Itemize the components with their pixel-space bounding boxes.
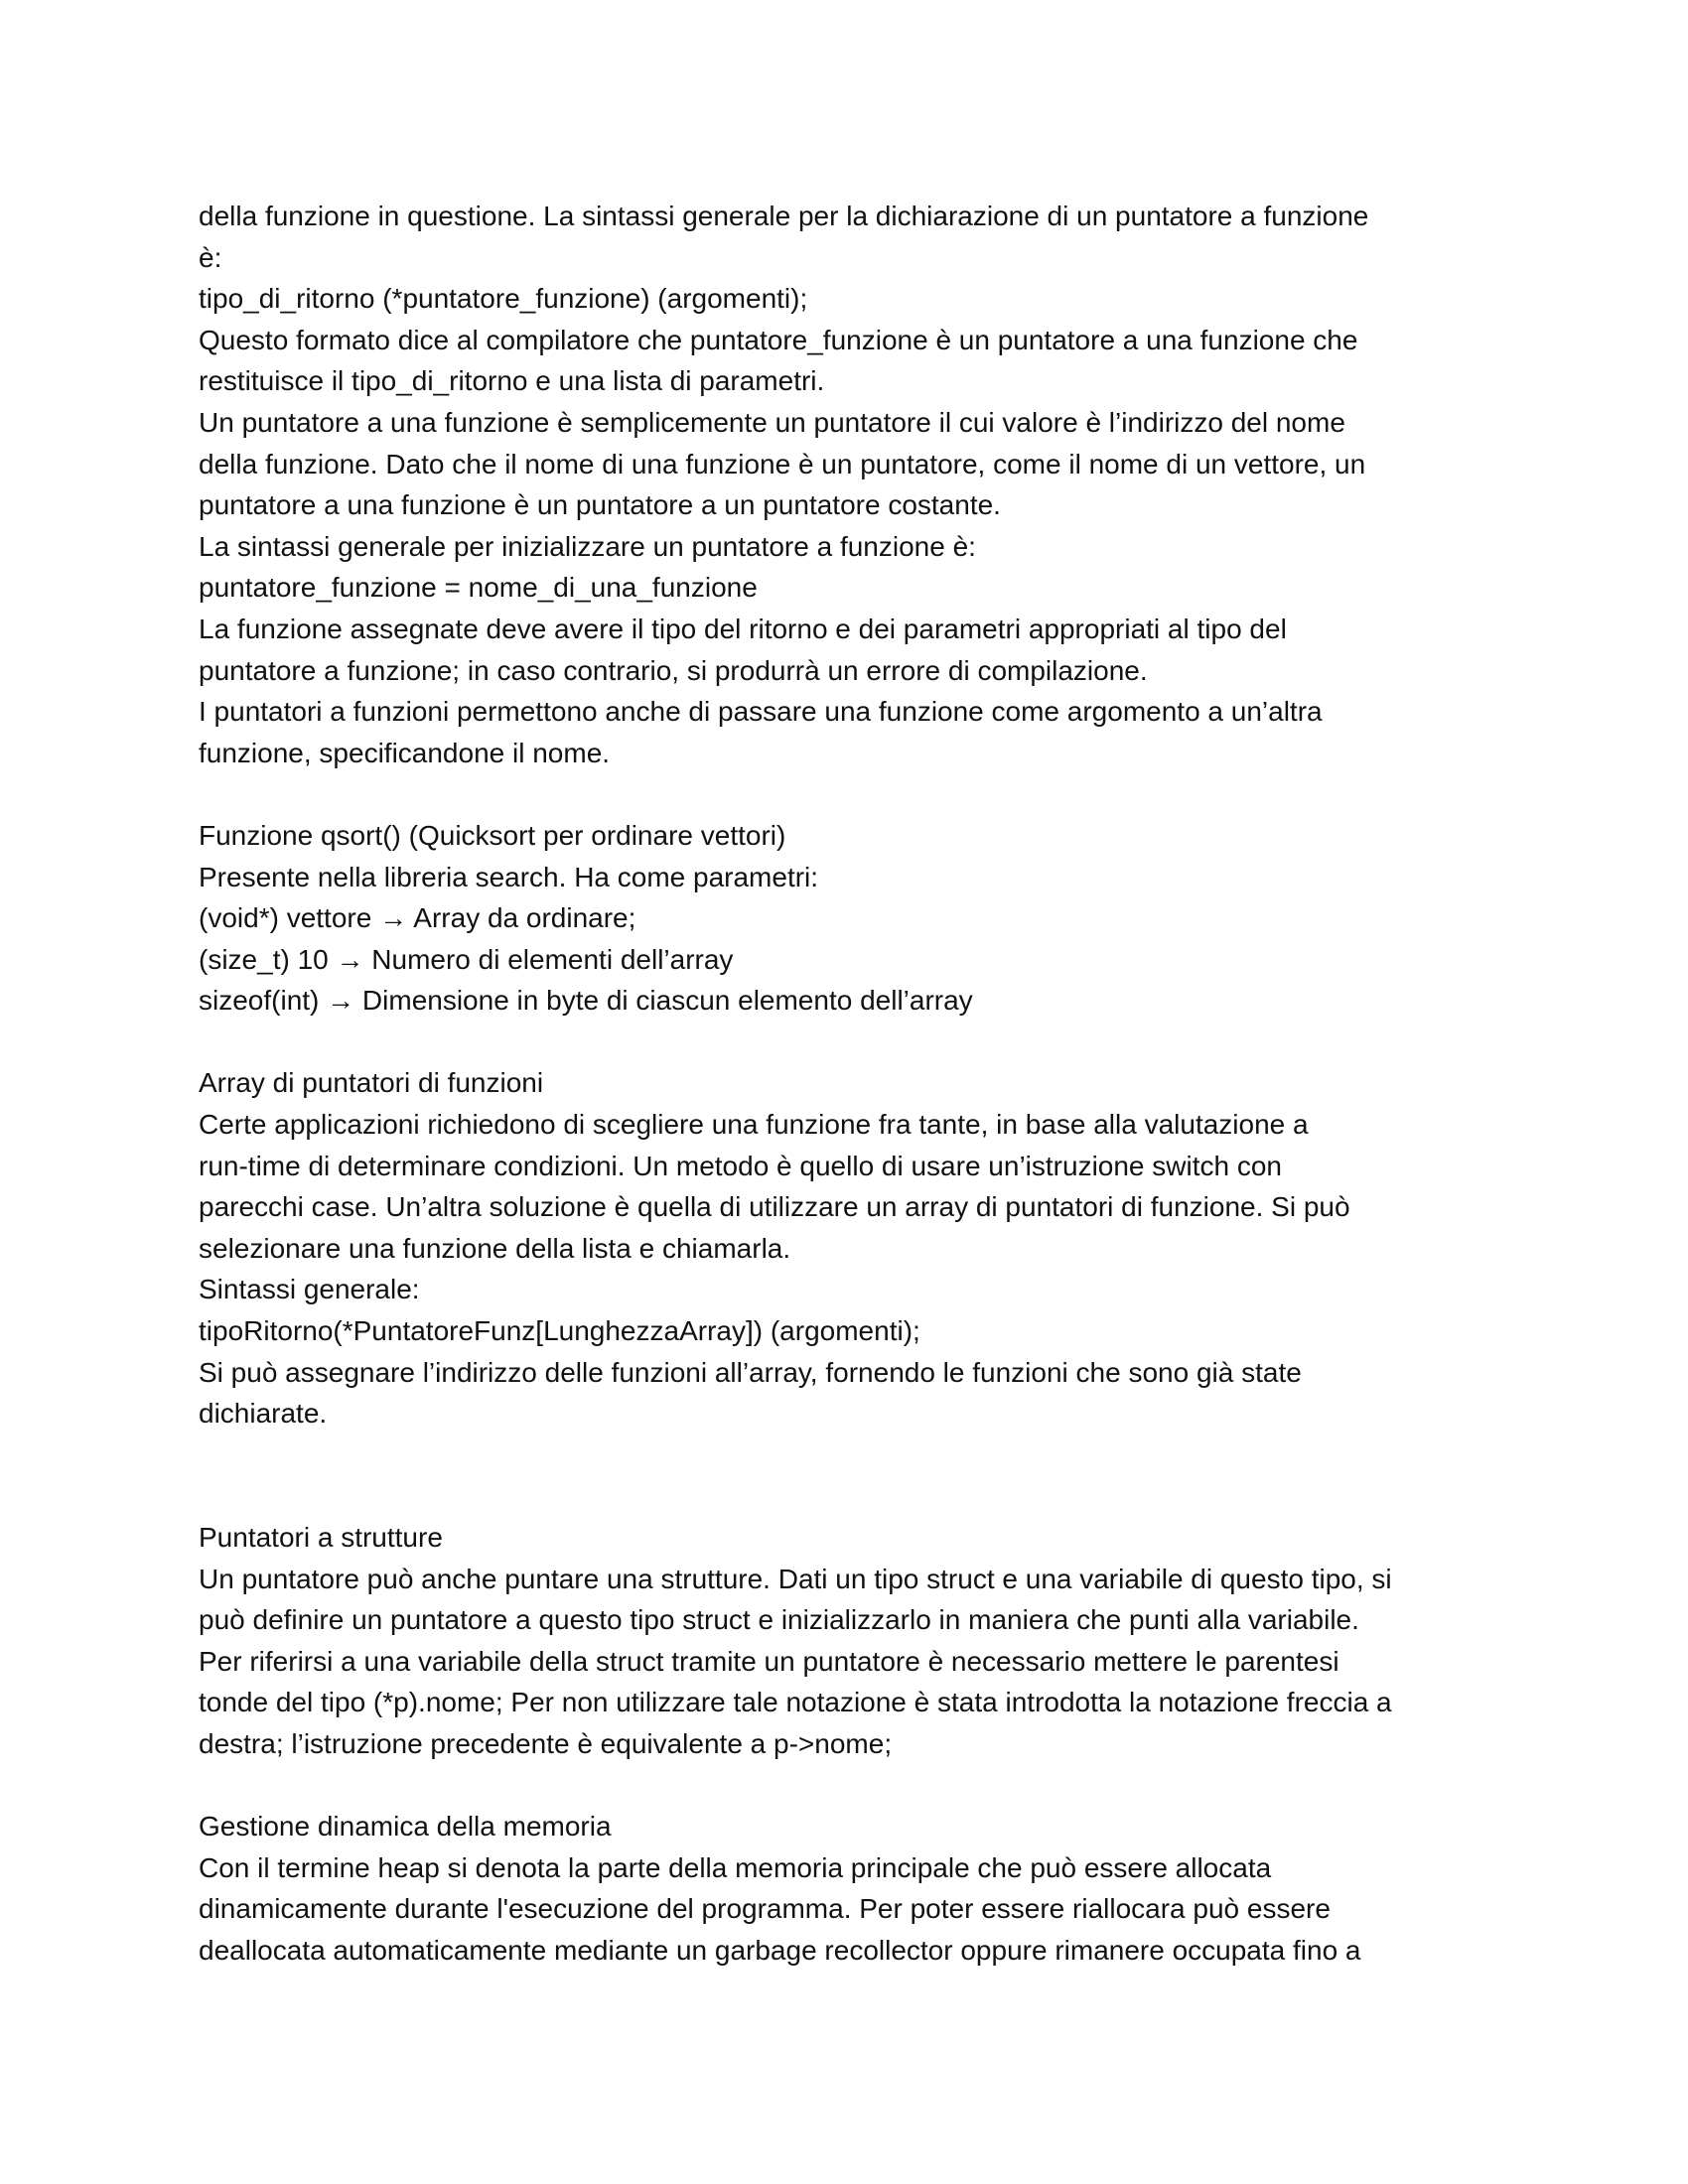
text-line: della funzione. Dato che il nome di una funzione è un puntatore, come il nome di un vettore, un (199, 448, 1366, 479)
section-heading-puntatori-strutture: Puntatori a strutture (199, 1522, 443, 1553)
text-line: della funzione in questione. La sintassi generale per la dichiarazione di un puntatore a funzione (199, 201, 1369, 231)
text-line: Con il termine heap si denota la parte della memoria principale che può essere allocata (199, 1851, 1272, 1883)
text-line: La sintassi generale per inizializzare un puntatore a funzione è: (199, 530, 976, 562)
text-line: Si può assegnare l’indirizzo delle funzioni all’array, fornendo le funzioni che sono già state (199, 1356, 1302, 1388)
paragraph-spacer (199, 1475, 1529, 1517)
text-line: puntatore a funzione; in caso contrario, si produrrà un errore di compilazione. (199, 654, 1148, 686)
text-line: tonde del tipo (*p).nome; Per non utilizzare tale notazione è stata introdotta la notazione freccia a (199, 1687, 1392, 1718)
text-line: La funzione assegnate deve avere il tipo del ritorno e dei parametri appropriati al tipo del (199, 613, 1287, 644)
text-line: Per riferirsi a una variabile della struct tramite un puntatore è necessario mettere le parentesi (199, 1645, 1339, 1677)
paragraph-spacer (199, 1022, 1529, 1063)
text-line: I puntatori a funzioni permettono anche di passare una funzione come argomento a un’altra (199, 696, 1323, 728)
text-line: sizeof(int) → Dimensione in byte di ciascun elemento dell’array (199, 985, 973, 1017)
text-line: Questo formato dice al compilatore che puntatore_funzione è un puntatore a una funzione che (199, 324, 1358, 355)
text-line: Certe applicazioni richiedono di scegliere una funzione fra tante, in base alla valutazione a (199, 1109, 1309, 1141)
text-line: run-time di determinare condizioni. Un metodo è quello di usare un’istruzione switch con (199, 1150, 1283, 1181)
paragraph-spacer (199, 1765, 1529, 1807)
section-heading-array-puntatori: Array di puntatori di funzioni (199, 1067, 544, 1099)
text-line: dichiarate. (199, 1398, 328, 1430)
section-heading-memoria: Gestione dinamica della memoria (199, 1811, 612, 1843)
text-line: può definire un puntatore a questo tipo struct e inizializzarlo in maniera che punti alla variabile. (199, 1604, 1359, 1636)
text-line: (size_t) 10 → Numero di elementi dell’array (199, 943, 734, 975)
paragraph-spacer (199, 773, 1529, 815)
code-line: tipo_di_ritorno (*puntatore_funzione) (argomenti); (199, 283, 808, 315)
text-line: Un puntatore a una funzione è semplicemente un puntatore il cui valore è l’indirizzo del nome (199, 406, 1345, 438)
code-line: puntatore_funzione = nome_di_una_funzione (199, 572, 758, 604)
section-heading-qsort: Funzione qsort() (Quicksort per ordinare vettori) (199, 819, 786, 851)
text-line: parecchi case. Un’altra soluzione è quella di utilizzare un array di puntatori di funzione. Si può (199, 1191, 1350, 1223)
text-line: Sintassi generale: (199, 1274, 420, 1305)
text-line: destra; l’istruzione precedente è equivalente a p->nome; (199, 1727, 893, 1759)
text-line: Un puntatore può anche puntare una strutture. Dati un tipo struct e una variabile di questo tipo, si (199, 1563, 1392, 1594)
text-line: è: (199, 241, 222, 273)
text-line: selezionare una funzione della lista e chiamarla. (199, 1232, 791, 1264)
text-line: puntatore a una funzione è un puntatore a un puntatore costante. (199, 489, 1001, 521)
text-line: Presente nella libreria search. Ha come parametri: (199, 861, 819, 892)
paragraph-spacer (199, 1434, 1529, 1476)
code-line: tipoRitorno(*PuntatoreFunz[LunghezzaArray]) (argomenti); (199, 1315, 920, 1347)
text-line: restituisce il tipo_di_ritorno e una lista di parametri. (199, 365, 825, 397)
text-line: dinamicamente durante l'esecuzione del programma. Per poter essere riallocara può essere (199, 1893, 1331, 1925)
text-line: (void*) vettore → Array da ordinare; (199, 902, 636, 934)
page-content (199, 196, 1529, 1972)
text-line: deallocata automaticamente mediante un garbage recollector oppure rimanere occupata fino a (199, 1934, 1361, 1966)
text-line: funzione, specificandone il nome. (199, 737, 611, 768)
